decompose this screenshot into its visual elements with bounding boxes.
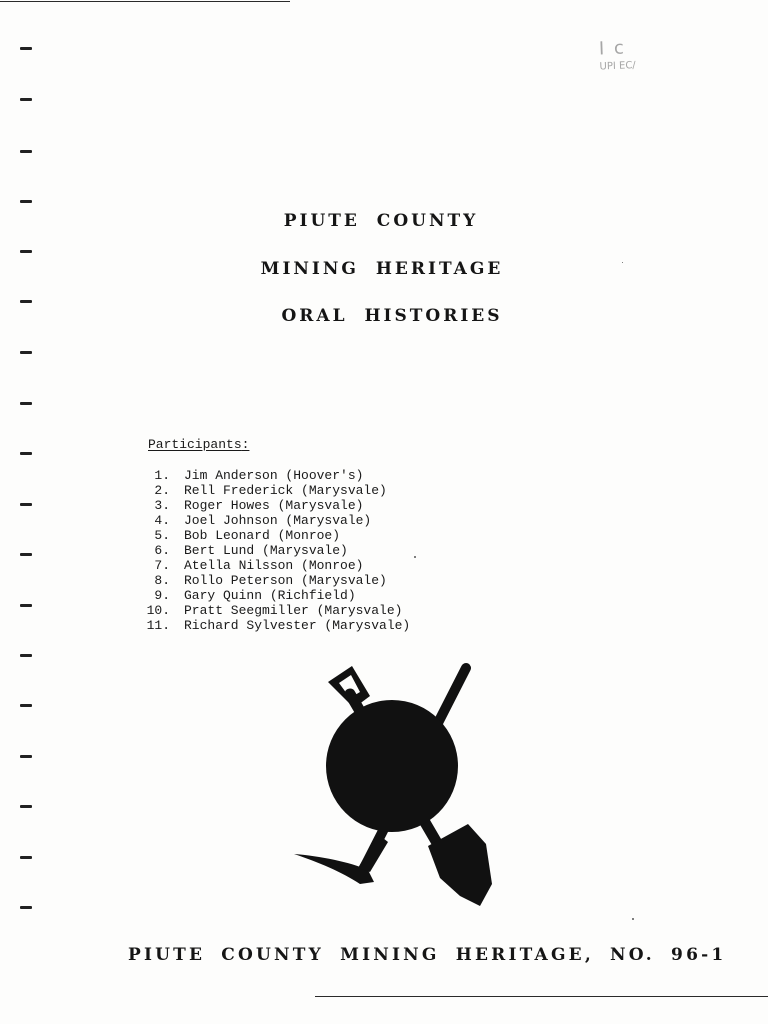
participant-name: Gary Quinn (Richfield)	[184, 588, 356, 603]
punch-mark	[20, 604, 32, 607]
participant-number: 8.	[154, 573, 170, 588]
list-item	[140, 513, 410, 528]
participant-number: 9.	[154, 588, 170, 603]
punch-mark	[20, 856, 32, 859]
participant-number: 10.	[146, 603, 170, 618]
participant-number: 4.	[154, 513, 170, 528]
punch-mark	[20, 300, 32, 303]
participant-number: 7.	[154, 558, 170, 573]
punch-mark	[20, 351, 32, 354]
punch-mark	[20, 654, 32, 657]
list-item	[140, 498, 410, 513]
list-item	[140, 618, 410, 633]
bottom-edge-line	[315, 996, 768, 997]
title-line-1: PIUTE COUNTY	[283, 211, 479, 231]
punch-mark	[20, 150, 32, 153]
participant-number: 5.	[154, 528, 170, 543]
participant-name: Atella Nilsson (Monroe)	[184, 558, 364, 573]
participants-heading	[148, 437, 249, 452]
list-item	[140, 588, 410, 603]
top-edge-line	[0, 1, 290, 2]
stamp-line-1: I c	[598, 37, 627, 60]
participant-name: Roger Howes (Marysvale)	[184, 498, 364, 513]
title-line-3: ORAL HISTORIES	[281, 306, 503, 326]
participant-name: Bob Leonard (Monroe)	[184, 528, 341, 543]
punch-mark	[20, 452, 32, 455]
punch-mark	[20, 906, 32, 909]
participant-name: Bert Lund (Marysvale)	[184, 543, 348, 558]
punch-mark	[20, 704, 32, 707]
punch-mark	[20, 250, 32, 253]
list-item	[140, 528, 410, 543]
paper-speck	[622, 262, 623, 263]
participant-name: Jim Anderson (Hoover's)	[184, 468, 364, 483]
punch-mark	[20, 200, 32, 203]
paper-speck	[414, 556, 416, 558]
participants-heading-text: Participants	[148, 437, 242, 452]
punch-mark	[20, 805, 32, 808]
shovel-pick-ore-icon	[290, 658, 500, 910]
participant-number: 3.	[154, 498, 170, 513]
punch-mark	[20, 47, 32, 50]
punch-mark	[20, 755, 32, 758]
participant-list	[140, 468, 410, 633]
participant-name: Pratt Seegmiller (Marysvale)	[184, 603, 403, 618]
footer-series-title: PIUTE COUNTY MINING HERITAGE, NO. 96-1	[128, 945, 727, 965]
participant-number: 6.	[154, 543, 170, 558]
list-item	[140, 468, 410, 483]
punch-mark	[20, 503, 32, 506]
stamp-line-2: UPI EC/	[599, 60, 636, 73]
participant-number: 11.	[146, 618, 170, 633]
participant-name: Rell Frederick (Marysvale)	[184, 483, 387, 498]
list-item	[140, 483, 410, 498]
binding-punch-marks	[20, 0, 40, 1024]
list-item	[140, 603, 410, 618]
list-item	[140, 543, 410, 558]
participant-name: Rollo Peterson (Marysvale)	[184, 573, 387, 588]
list-item	[140, 573, 410, 588]
paper-speck	[632, 918, 634, 920]
participant-name: Richard Sylvester (Marysvale)	[184, 618, 411, 633]
ore-circle-icon	[326, 700, 458, 832]
punch-mark	[20, 98, 32, 101]
participants-heading-colon: :	[241, 437, 250, 452]
punch-mark	[20, 553, 32, 556]
participant-number: 1.	[154, 468, 170, 483]
faded-archive-stamp	[599, 36, 742, 121]
participant-name: Joel Johnson (Marysvale)	[184, 513, 372, 528]
list-item	[140, 558, 410, 573]
participant-number: 2.	[154, 483, 170, 498]
punch-mark	[20, 402, 32, 405]
title-line-2: MINING HERITAGE	[260, 259, 504, 279]
